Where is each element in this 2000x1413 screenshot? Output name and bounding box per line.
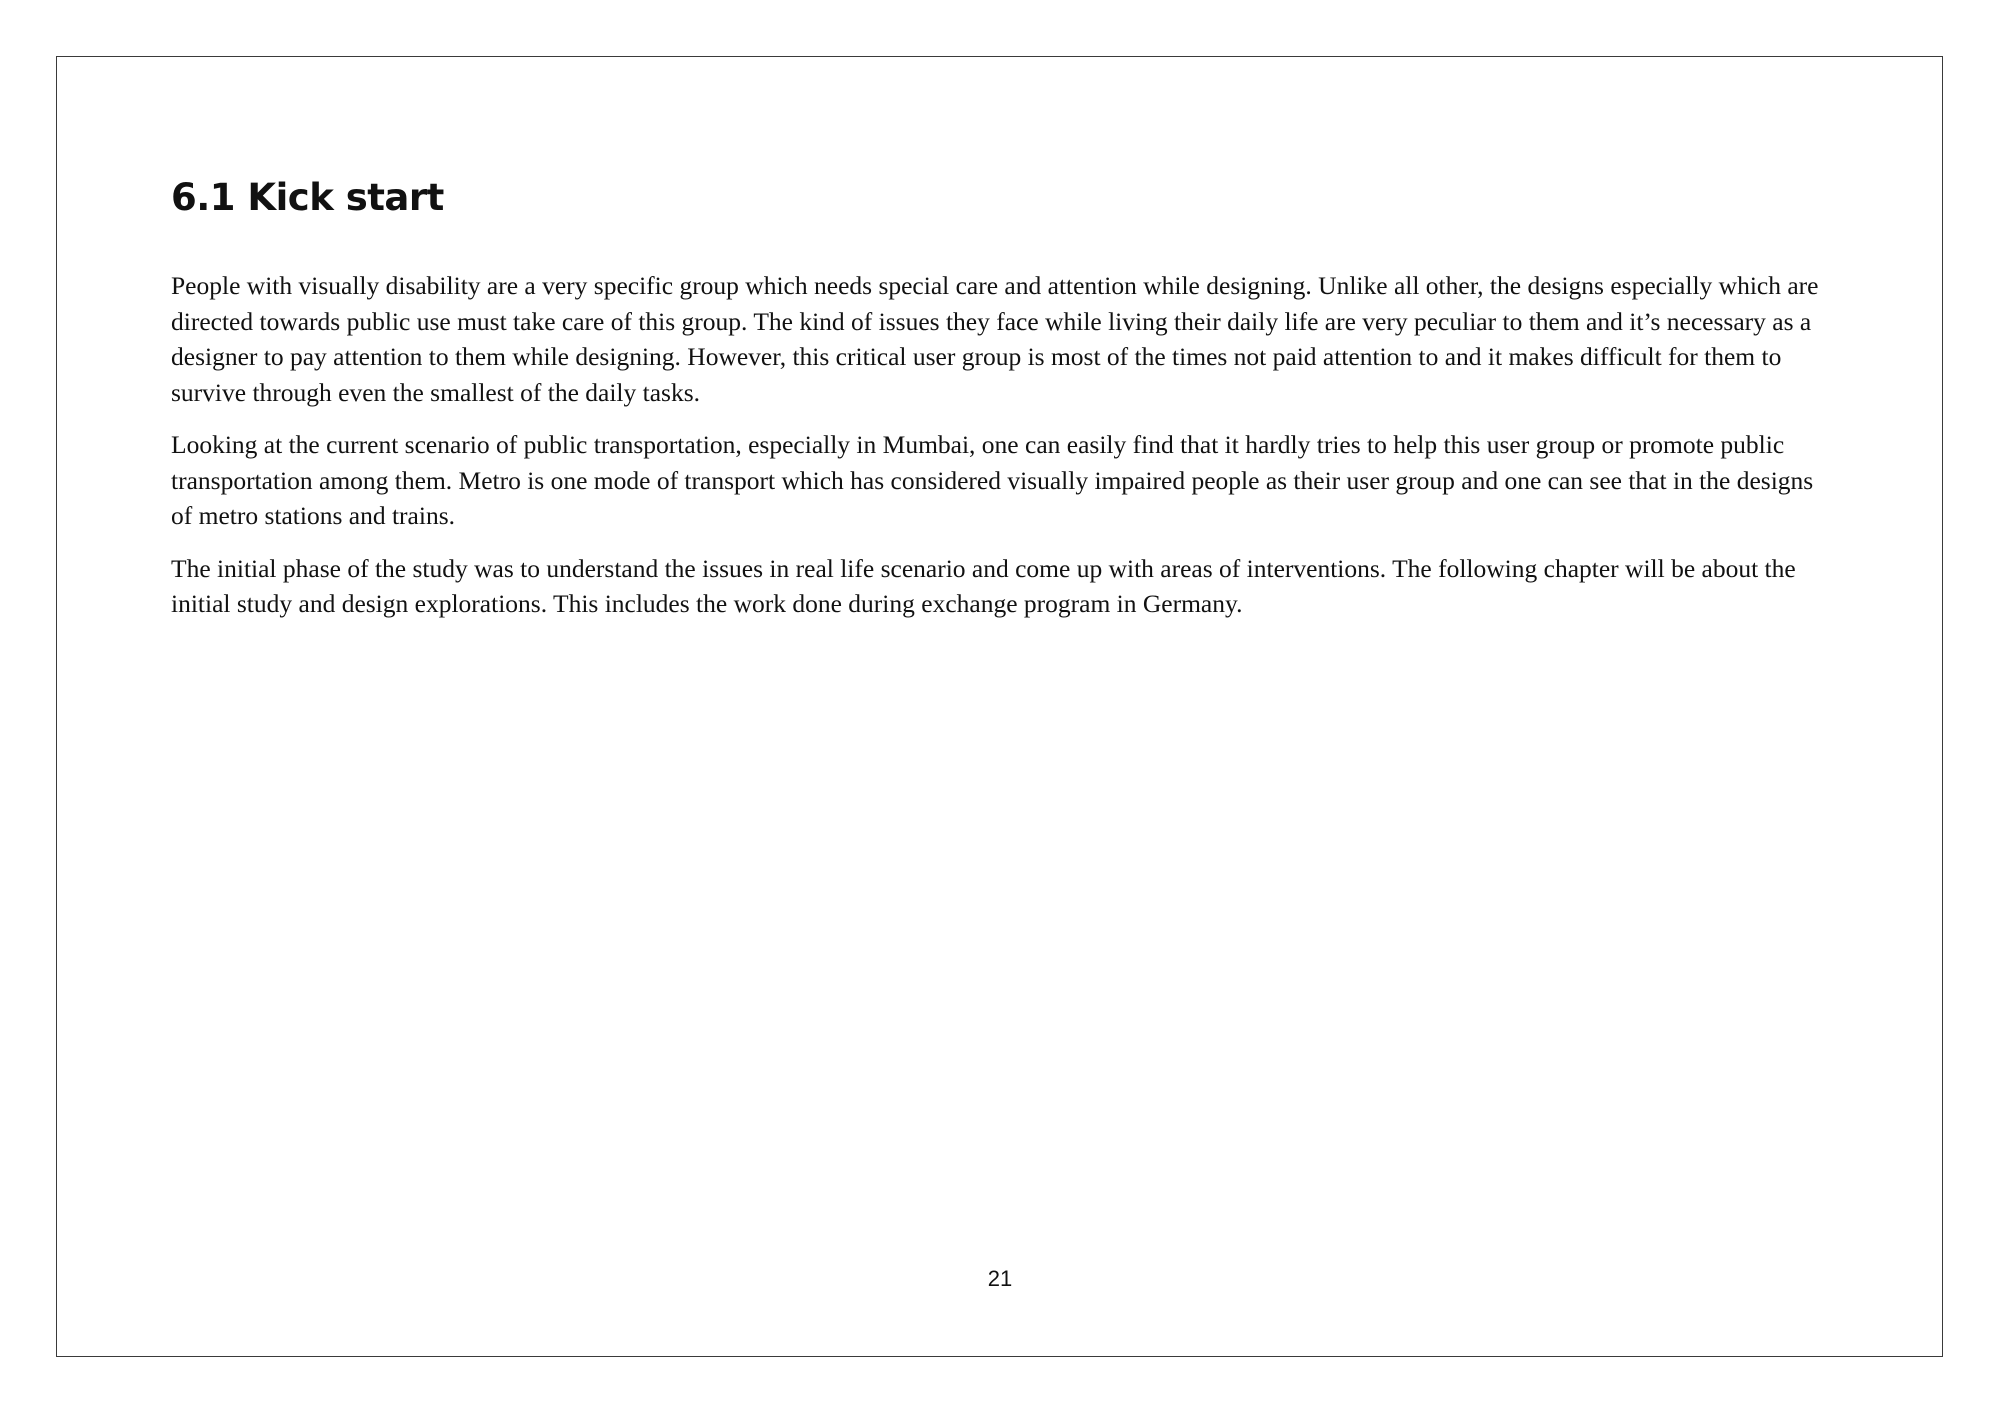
page-number: 21	[987, 1266, 1013, 1291]
body-paragraph-1: People with visually disability are a very specific group which needs special care and attention while designing. Unlike all other, the designs especially which are directed towards public use must take care of this group. The kind of issues they face while living their daily life are very peculiar to them and it’s necessary as a designer to pay attention to them while designing. However, this critical user group is most of the times not paid attention to and it makes difficult for them to survive through even the smallest of the daily tasks.	[171, 271, 1819, 407]
body-paragraph-3: The initial phase of the study was to understand the issues in real life scenario and come up with areas of interventions. The following chapter will be about the initial study and design explorations. This includes the work done during exchange program in Germany.	[171, 553, 1796, 618]
section-title: 6.1 Kick start	[171, 176, 444, 219]
page-content	[171, 172, 1821, 639]
body-paragraph-2: Looking at the current scenario of public transportation, especially in Mumbai, one can easily find that it hardly tries to help this user group or promote public transportation among them. Metro is one mode of transport which has considered visually impaired people as their user group and one can see that in the designs of metro stations and trains.	[171, 430, 1814, 530]
